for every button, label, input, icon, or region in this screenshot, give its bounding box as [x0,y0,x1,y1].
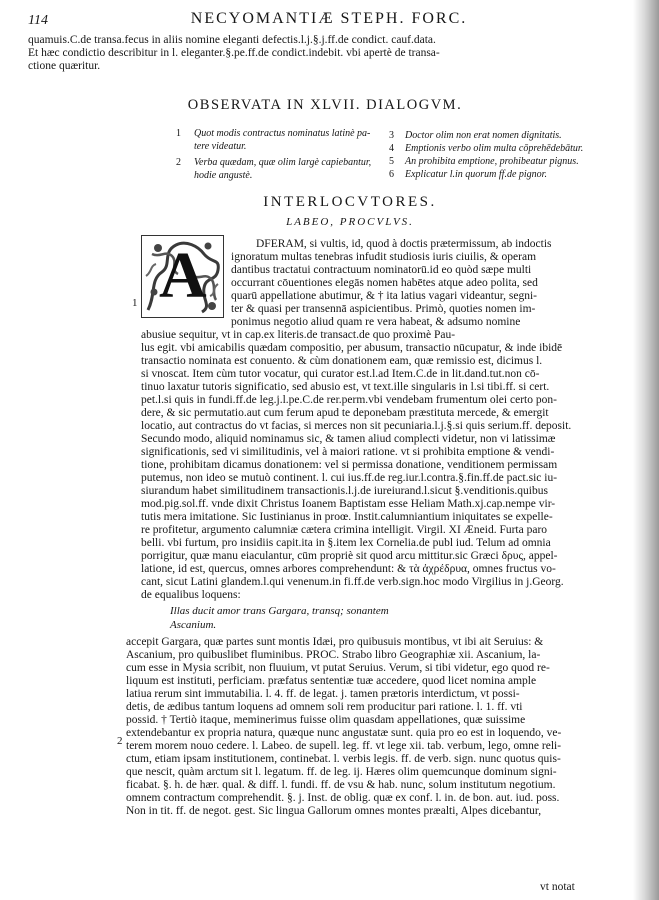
text-line: dantibus tractatui contractuum nominatorū.id eo quòd sæpe multi [231,264,532,276]
verse-line: Illas ducit amor trans Gargara, transq; sonantem [170,605,389,617]
text-line: de equalibus loquens: [141,589,241,601]
text-line: re profitetur, argumento calumniæ cætera crimina intelligit. Virgil. XI Æneid. Furta paro [141,524,548,536]
observata-text: Verba quædam, quæ olim largè capiebantur, [194,157,372,168]
text-line: siurandum habet similitudinem transactionis.l.j.de iureiurand.l.sicut §.venditionis.quibus [141,485,548,497]
running-title: NECYOMANTIÆ STEPH. FORC. [190,10,468,27]
text-line: locatio, aut contractus do vt facias, si merces non sit pecuniaria.l.j.§.si quis serium.ff. deposit. [141,420,572,432]
observata-text: Explicatur l.in quorum ff.de pignor. [405,169,547,180]
observata-number: 2 [176,157,181,168]
speakers-line: LABEO, PROCVLVS. [286,216,414,228]
observata-text: Emptionis verbo olim multa cōprehēdebātur. [405,143,584,154]
text-line: ctum, etiam ipsam institutionem, continebat. l. verbis legis. ff. de verb. sign. nunc quotus quis- [126,753,561,765]
text-line: ficabat. §. h. de hær. qual. & diff. l. fundi. ff. de vsu & hab. nunc, solum institutum negotium. [126,779,556,791]
text-line: DFERAM, si vultis, id, quod à doctis prætermissum, ab indoctis [256,238,552,250]
observata-number: 4 [389,143,394,154]
text-line: mod.pig.sol.ff. vnde dixit Christus Ioanem Baptistam esse Heliam Math.xj.cap.nempe vir- [141,498,556,510]
observata-number: 6 [389,169,394,180]
text-line: terem morem nouo cedere. l. Labeo. de supell. leg. ff. vt lege xii. tab. verbum, lego, omne reli- [126,740,562,752]
verse-line: Ascanium. [170,619,217,631]
text-line: si vnoscat. Item cùm tutor vocatur, qui curator est.l.ad Item.C.de in lit.dand.tut.non cō- [141,368,540,380]
text-line: quamuis.C.de transa.fecus in aliis nomine eleganti defectis.l.j.§.j.ff.de condict. cauf.data. [28,34,436,46]
ornamental-initial [141,235,224,318]
text-line: latiua rerum sint immutabilia. l. 4. ff. de legat. j. tamen prætoris interdictum, vt possi- [126,688,520,700]
text-line: que nescit, quàm arctum sit l. legatum. ff. de leg. ij. Hæres olim quemcunque dominum signi- [126,766,557,778]
text-line: tutis mera imitatione. Sic Iustinianus in proœ. Instit.calumniantium iniquitates se expelle- [141,511,553,523]
text-line: ignoratum multas tenebras infudit studiosis iuris ciuilis, & operam [231,251,537,263]
text-line: Secundo modo, aliquid nominamus sic, & tamen aliud complecti videtur, non vi latissimæ [141,433,556,445]
text-line: liquum est instituti, perficiam. præfatus sententiæ tuæ accedere, quod licet nomina ample [126,675,537,687]
observata-text: hodie angustè. [194,170,253,181]
text-line: transactio nominata est conuento. & cùm donationem eam, quæ remissio est, dicimus l. [141,355,543,367]
text-line: Non in tit. ff. de negot. gest. Sic lingua Gallorum omnes montes præalti, Alpes dicebantur, [126,805,542,817]
text-line: cant, sicut Latini glandem.l.qui venenum.in fi.ff.de verb.sign.hoc modo Virgilius in j.Georg. [141,576,564,588]
dropcap-letter: A [159,239,207,312]
observata-text: Doctor olim non erat nomen dignitatis. [405,130,562,141]
text-line: Et hæc condictio describitur in l. eleganter.§.pe.ff.de condict.indebit. vbi apertè de transa- [28,47,440,59]
text-line: ctione quæritur. [28,60,101,72]
margin-number: 2 [117,735,123,747]
text-line: possid. † Tertiò itaque, meminerimus fuisse olim quasdam appellationes, quæ suissime [126,714,526,726]
text-line: abusiue sequitur, vt in cap.ex literis.de transact.de quo proximè Pau- [141,329,456,341]
catchword: vt notat [540,881,575,893]
text-line: tinuo laxatur tutoris significatio, sed abusio est, vt text.ille singularis in l.si tibi.ff. si cert. [141,381,550,393]
page-header [24,10,624,32]
text-line: lus egit. vbi amicabilis quædam compositio, per abusum, transactio nūcupatur, & inde ibidē [141,342,563,354]
text-line: cum esse in Mysia scribit, non fluuium, vt putat Seruius. Verum, si tibi videtur, ego quod re- [126,662,550,674]
text-line: belli. vbi furtum, pro insidiis capit.ita in §.item lex Cornelia.de publ iud. Telum ad omnia [141,537,551,549]
observata-text: tere videatur. [194,141,247,152]
observata-text: An prohibita emptione, prohibeatur pignus. [405,156,579,167]
text-line: pet.l.si quis in fundi.ff.de leg.j.l.pe.C.de rer.perm.vbi vendebam frumentum olei certo pon- [141,394,557,406]
text-line: latione, id est, quercus, omnes arbores comprehendunt: & τὰ ἀχρέδρυα, omnes fructus vo- [141,563,556,575]
observata-number: 1 [176,128,181,139]
text-line: significationis, sed vi similitudinis, vel à maiori ratione. vt si prohibita emptione & vendi- [141,446,555,458]
text-line: tione, prohibitam dicamus donationem: vel si permissa donatione, venditionem permissam [141,459,558,471]
text-line: Ascanium, pro quibuslibet fluminibus. PROC. Strabo libro Geographiæ xii. Ascanium, la- [126,649,541,661]
text-line: extendebantur ex propria natura, quæque nunc angustatæ sunt. quia pro eo est in loquendo, ve- [126,727,562,739]
page-gutter-shadow [633,0,659,900]
interlocutores-heading: INTERLOCVTORES. [263,194,437,210]
observata-text: Quot modis contractus nominatus latinè pa- [194,128,371,139]
text-line: dere, & sic permutatio.aut cum ferum apud te deponebam præstituta mercede, & emergit [141,407,549,419]
margin-number: 1 [132,297,138,309]
page-number: 114 [28,13,48,28]
section-title: OBSERVATA IN XLVII. DIALOGVM. [187,97,463,113]
text-line: ponimus negotio aliud quam re vera habeat, & adsumo nomine [231,316,521,328]
text-line: detis, de ædibus tantum loquens ad omnem soli rem producitur pari ratione. l. 1. ff. vti [126,701,523,713]
text-line: putemus, non ideo se mutuò continent. l. cui ius.ff.de reg.iur.l.contra.§.fin.ff.de pact.sic iu- [141,472,558,484]
text-line: porrigitur, quæ manu eiaculantur, cūm propriè sit quod arcu mittitur.sic Græci δρυς, appel- [141,550,558,562]
text-line: occurrant cōuentiones elegās nomen habētes atque adeo polita, sed [231,277,538,289]
text-line: ter & quasi per transennā aspicientibus. Primò, quoties nomen im- [231,303,536,315]
text-line: quarū appellatione abutimur, & † ita latius vagari videantur, segni- [231,290,537,302]
text-line: omnem contractum comprehendit. §. j. Inst. de oblig. quæ ex conf. l. in. de bon. aut. iud. poss. [126,792,560,804]
observata-number: 3 [389,130,394,141]
observata-number: 5 [389,156,394,167]
text-line: accepit Gargara, quæ partes sunt montis Idæi, pro quibusuis montibus, vt ibi ait Seruius: & [126,636,544,648]
